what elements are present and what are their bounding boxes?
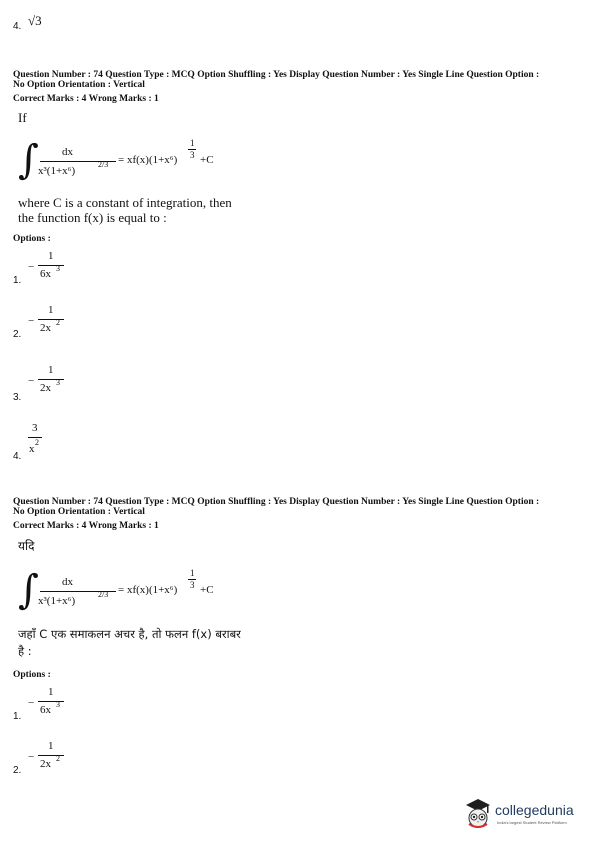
q1-integral-denominator: x³(1+x⁶): [38, 165, 76, 177]
option-bar: [38, 379, 64, 380]
option-denominator: 6x: [40, 268, 51, 280]
graduate-owl-icon: [463, 797, 493, 829]
q1-integral: [18, 136, 258, 186]
option-den-exp: 3: [56, 264, 60, 273]
brand-name: collegedunia: [495, 802, 574, 818]
q1-option-3[interactable]: [13, 364, 93, 404]
option-sign: −: [28, 697, 35, 709]
q2-integral-den-exp: 2/3: [98, 590, 109, 599]
q1-option-4[interactable]: [13, 422, 93, 462]
q1-integral-den-exp: 2/3: [98, 160, 109, 169]
q1-text-line2: the function f(x) is equal to :: [18, 210, 167, 225]
q2-options-label: Options :: [13, 670, 51, 680]
option-bar: [38, 701, 64, 702]
q2-meta-line1: Question Number : 74 Question Type : MCQ Option Shuffling : Yes Display Question Number : Yes Single Line Question Option :: [13, 497, 540, 507]
option-numerator: 1: [48, 304, 54, 316]
brand-tagline: India's largest Student Review Platform: [497, 820, 567, 825]
q2-text-line1: जहाँ C एक समाकलन अचर है, तो फलन f(x) बराबर: [18, 627, 241, 641]
option-numerator: 1: [48, 250, 54, 262]
integral-sign-icon: ∫: [18, 567, 39, 613]
q1-text-line1: where C is a constant of integration, then: [18, 195, 232, 210]
q2-rhs-exp-den: 3: [190, 580, 195, 590]
top-option-number: 4.: [13, 21, 22, 32]
brand-logo: [463, 797, 588, 831]
option-den-exp: 2: [56, 318, 60, 327]
top-option-value: √3: [28, 13, 42, 28]
option-denominator: x: [29, 443, 35, 455]
q1-options-label: Options :: [13, 234, 51, 244]
option-den-exp: 3: [56, 700, 60, 709]
q2-integral-denominator: x³(1+x⁶): [38, 595, 76, 607]
q1-rhs-exp-num: 1: [190, 138, 195, 148]
q1-meta-line2: No Option Orientation : Vertical: [13, 80, 145, 90]
q1-option-1[interactable]: [13, 250, 93, 290]
option-numerator: 1: [48, 364, 54, 376]
q1-rhs: = xf(x)(1+x⁶): [118, 154, 178, 166]
option-sign: −: [28, 315, 35, 327]
q2-rhs: = xf(x)(1+x⁶): [118, 584, 178, 596]
q1-rhs-end: +C: [200, 154, 214, 166]
q1-marks: Correct Marks : 4 Wrong Marks : 1: [13, 94, 159, 104]
q2-intro: यदि: [18, 539, 35, 553]
q2-option-2[interactable]: [13, 740, 93, 780]
option-sign: −: [28, 751, 35, 763]
option-numerator: 3: [32, 422, 38, 434]
option-number: 4.: [13, 451, 22, 462]
option-number: 2.: [13, 765, 22, 776]
option-numerator: 1: [48, 740, 54, 752]
q1-meta-line1: Question Number : 74 Question Type : MCQ Option Shuffling : Yes Display Question Number : Yes Single Line Question Option :: [13, 70, 540, 80]
option-numerator: 1: [48, 686, 54, 698]
option-number: 3.: [13, 392, 22, 403]
option-bar: [38, 265, 64, 266]
q1-integral-numerator: dx: [62, 146, 73, 158]
q1-rhs-exp-den: 3: [190, 150, 195, 160]
option-bar: [38, 319, 64, 320]
option-denominator: 2x: [40, 758, 51, 770]
q2-text-line2: है :: [18, 644, 32, 658]
option-den-exp: 2: [56, 754, 60, 763]
option-number: 2.: [13, 329, 22, 340]
option-denominator: 2x: [40, 382, 51, 394]
option-den-exp: 3: [56, 378, 60, 387]
q2-integral: [18, 566, 258, 616]
q2-rhs-end: +C: [200, 584, 214, 596]
option-sign: −: [28, 375, 35, 387]
q1-option-2[interactable]: [13, 304, 93, 344]
q2-marks: Correct Marks : 4 Wrong Marks : 1: [13, 521, 159, 531]
option-denominator: 6x: [40, 704, 51, 716]
option-sign: −: [28, 261, 35, 273]
q2-rhs-exp-num: 1: [190, 568, 195, 578]
q2-integral-numerator: dx: [62, 576, 73, 588]
q1-intro: If: [18, 110, 27, 125]
integral-sign-icon: ∫: [18, 137, 39, 183]
q2-option-1[interactable]: [13, 686, 93, 726]
q2-meta-line2: No Option Orientation : Vertical: [13, 507, 145, 517]
option-number: 1.: [13, 711, 22, 722]
option-denominator: 2x: [40, 322, 51, 334]
option-number: 1.: [13, 275, 22, 286]
option-den-exp: 2: [35, 438, 39, 447]
option-bar: [38, 755, 64, 756]
